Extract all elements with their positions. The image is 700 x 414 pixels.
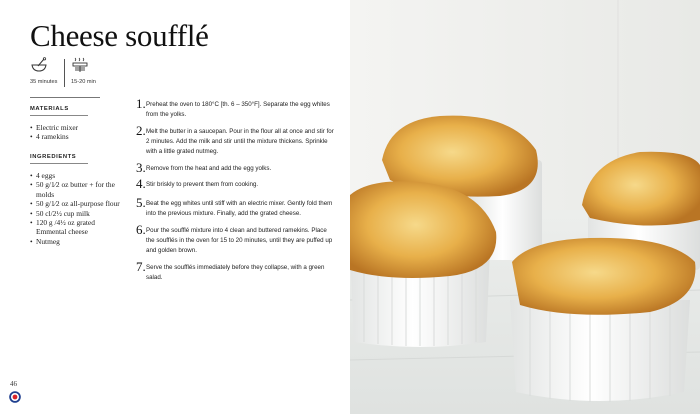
ingredients-rule <box>30 163 88 164</box>
list-item: • 50 cl/2½ cup milk <box>30 209 122 218</box>
materials-list <box>30 123 122 142</box>
step-text: Stir briskly to prevent them from cooking. <box>146 181 259 189</box>
step-number: 4. <box>136 176 146 192</box>
step-text: Melt the butter in a saucepan. Pour in the flour all at once and stir for 2 minutes. Add the milk and stir until the mixture thickens. Sprinkle with a little grated nutmeg. <box>146 128 334 155</box>
prep-time-text: 35 minutes <box>30 79 58 85</box>
recipe-step <box>136 222 336 255</box>
recipe-step <box>136 176 336 192</box>
step-number: 3. <box>136 159 146 175</box>
step-number: 5. <box>136 194 146 210</box>
materials-heading: MATERIALS <box>30 106 69 112</box>
mixing-bowl-icon <box>30 57 48 73</box>
step-number: 2. <box>136 123 146 139</box>
list-item: • Nutmeg <box>30 237 122 246</box>
materials-rule <box>30 115 88 116</box>
page-number: 46 <box>10 380 17 388</box>
ingredients-list <box>30 171 122 246</box>
recipe-title: Cheese soufflé <box>30 18 209 53</box>
oven-icon <box>71 57 89 73</box>
step-text: Remove from the heat and add the egg yolks. <box>146 164 272 172</box>
ingredients-heading: INGREDIENTS <box>30 154 77 160</box>
recipe-step <box>136 96 336 119</box>
recipe-step <box>136 123 336 156</box>
step-text: Pour the soufflé mixture into 4 clean and buttered ramekins. Place the soufflés in the oven for 15 to 20 minutes, until they are puffed up and golden brown. <box>146 227 333 254</box>
list-item: • 120 g /4½ oz grated Emmental cheese <box>30 218 122 237</box>
step-number: 1. <box>136 96 146 111</box>
souffle-photo <box>350 0 700 414</box>
recipe-step <box>136 194 336 218</box>
time-divider <box>64 59 65 87</box>
recipe-step <box>136 159 336 175</box>
list-item: • 4 eggs <box>30 171 122 180</box>
step-number: 7. <box>136 259 146 275</box>
list-item: • 4 ramekins <box>30 132 122 141</box>
step-text: Serve the soufflés immediately before they collapse, with a green salad. <box>146 264 325 282</box>
header-rule <box>30 97 100 98</box>
cook-time-text: 15-20 min <box>71 79 96 85</box>
step-number: 6. <box>136 222 146 238</box>
list-item: • 50 g/1⁄2 oz butter + for the molds <box>30 180 122 199</box>
souffle-photo-illustration <box>350 0 700 414</box>
list-item: • Electric mixer <box>30 123 122 132</box>
recipe-step <box>136 259 336 282</box>
french-roundel-icon <box>9 391 21 403</box>
list-item: • 50 g/1⁄2 oz all-purpose flour <box>30 199 122 208</box>
recipe-steps <box>136 96 336 283</box>
step-text: Beat the egg whites until stiff with an electric mixer. Gently fold them into the previous mixture. Finally, add the grated cheese. <box>146 199 333 217</box>
step-text: Preheat the oven to 180°C [th. 6 – 350°F]. Separate the egg whites from the yolks. <box>146 101 330 118</box>
